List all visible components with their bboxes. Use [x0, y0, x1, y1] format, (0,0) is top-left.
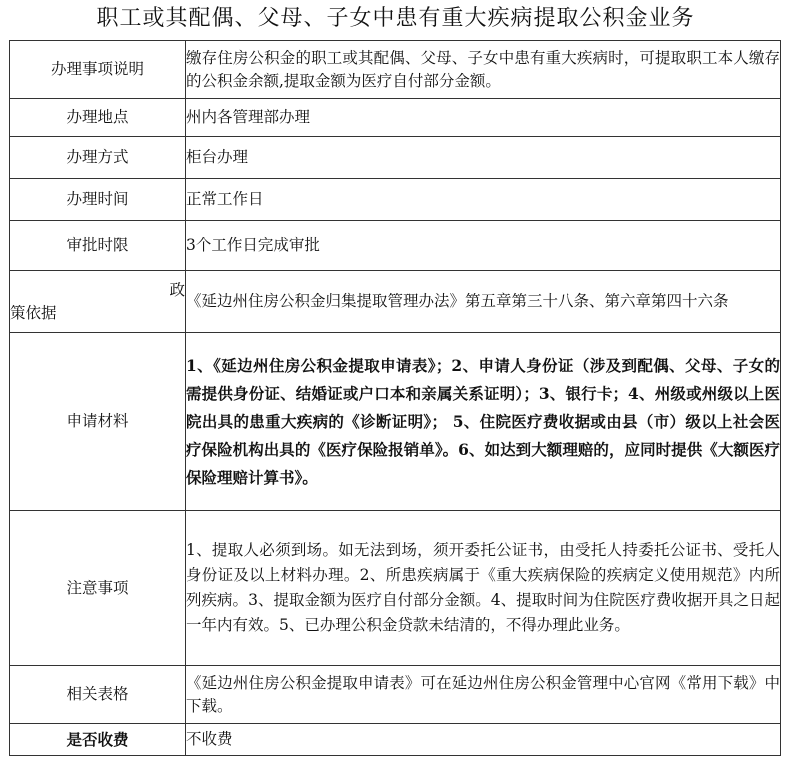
row-value-related-forms: 《延边州住房公积金提取申请表》可在延边州住房公积金管理中心官网《常用下载》中下载。 [186, 666, 781, 724]
row-label-method: 办理方式 [10, 137, 186, 179]
table-row [10, 271, 781, 333]
row-label-notes: 注意事项 [10, 511, 186, 666]
row-value-location: 州内各管理部办理 [186, 99, 781, 137]
policy-basis-label-line1: 政 [169, 280, 185, 299]
row-label-location: 办理地点 [10, 99, 186, 137]
row-label-hours: 办理时间 [10, 179, 186, 221]
service-info-table [9, 40, 781, 756]
table-row [10, 221, 781, 271]
row-value-materials: 1、《延边州住房公积金提取申请表》；2、申请人身份证（涉及到配偶、父母、子女的需提供身份证、结婚证或户口本和亲属关系证明）；3、银行卡；4、州级或州级以上医院出具的患重大疾病的《诊断证明》； 5、住院医疗费收据或由县（市）级以上社会医疗保险机构出具的《医疗保险报销单》。6、如达到大额理赔的，应同时提供《大额医疗保险理赔计算书》。 [186, 333, 781, 511]
row-value-method: 柜台办理 [186, 137, 781, 179]
row-value-fee: 不收费 [186, 724, 781, 756]
row-label-policy-basis [10, 271, 186, 333]
row-label-approval-time: 审批时限 [10, 221, 186, 271]
policy-basis-label-line2: 策依据 [10, 303, 57, 322]
row-label-description: 办理事项说明 [10, 41, 186, 99]
row-value-policy-basis: 《延边州住房公积金归集提取管理办法》第五章第三十八条、第六章第四十六条 [186, 271, 781, 333]
table-row [10, 666, 781, 724]
table-row [10, 99, 781, 137]
row-value-hours: 正常工作日 [186, 179, 781, 221]
row-value-description: 缴存住房公积金的职工或其配偶、父母、子女中患有重大疾病时，可提取职工本人缴存的公积金余额,提取金额为医疗自付部分金额。 [186, 41, 781, 99]
table-row [10, 333, 781, 511]
row-label-materials: 申请材料 [10, 333, 186, 511]
document-title: 职工或其配偶、父母、子女中患有重大疾病提取公积金业务 [96, 6, 695, 31]
row-value-notes: 1、提取人必须到场。如无法到场，须开委托公证书，由受托人持委托公证书、受托人身份证及以上材料办理。2、所患疾病属于《重大疾病保险的疾病定义使用规范》内所列疾病。3、提取金额为医疗自付部分金额。4、提取时间为住院医疗费收据开具之日起一年内有效。5、已办理公积金贷款未结清的，不得办理此业务。 [186, 511, 781, 666]
row-label-fee: 是否收费 [10, 724, 186, 756]
row-value-approval-time: 3个工作日完成审批 [186, 221, 781, 271]
table-row [10, 179, 781, 221]
table-row [10, 511, 781, 666]
table-row [10, 41, 781, 99]
table-row [10, 724, 781, 756]
row-label-related-forms: 相关表格 [10, 666, 186, 724]
table-row [10, 137, 781, 179]
